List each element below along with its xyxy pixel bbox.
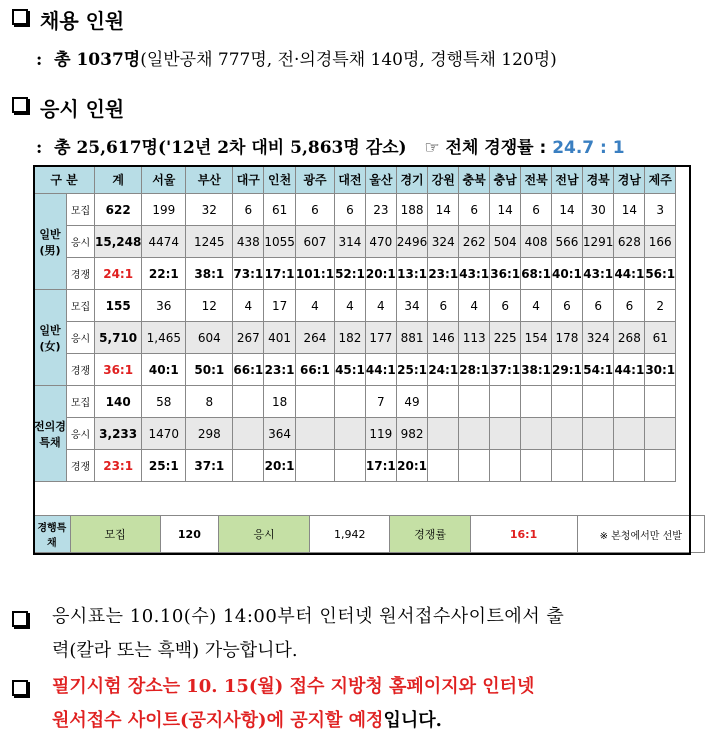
value-cell [335,418,366,450]
value-cell: 14 [428,194,459,226]
row-label: 경쟁 [67,450,95,482]
value-cell: 408 [521,226,552,258]
bottom-label-recruit: 모집 [70,516,160,553]
value-cell: 58 [142,386,186,418]
value-cell: 38:1 [521,354,552,386]
value-cell: 14 [490,194,521,226]
value-cell: 3 [645,194,676,226]
row-label: 응시 [67,322,95,354]
value-cell: 25:1 [396,354,428,386]
value-cell: 2496 [396,226,428,258]
value-cell: 4 [521,290,552,322]
table-row [34,354,676,386]
header-cell: 충북 [459,166,490,194]
total-cell: 140 [95,386,142,418]
value-cell: 61 [645,322,676,354]
header-cell: 울산 [365,166,396,194]
value-cell: 37:1 [186,450,233,482]
value-cell: 324 [428,226,459,258]
value-cell [614,386,645,418]
value-cell: 12 [186,290,233,322]
value-cell: 13:1 [396,258,428,290]
value-cell: 2 [645,290,676,322]
value-cell: 61 [264,194,296,226]
value-cell [428,386,459,418]
value-cell: 607 [295,226,334,258]
value-cell: 8 [186,386,233,418]
value-cell: 18 [264,386,296,418]
value-cell: 32 [186,194,233,226]
value-cell: 28:1 [459,354,490,386]
value-cell: 44:1 [365,354,396,386]
value-cell: 119 [365,418,396,450]
value-cell: 1470 [142,418,186,450]
value-cell: 29:1 [552,354,583,386]
value-cell [233,386,264,418]
table-row [34,322,676,354]
value-cell: 22:1 [142,258,186,290]
value-cell: 199 [142,194,186,226]
value-cell: 73:1 [233,258,264,290]
value-cell [459,418,490,450]
total-cell: 155 [95,290,142,322]
value-cell: 470 [365,226,396,258]
total-cell: 23:1 [95,450,142,482]
value-cell: 166 [645,226,676,258]
value-cell [233,418,264,450]
value-cell [335,450,366,482]
total-cell: 36:1 [95,354,142,386]
value-cell: 14 [552,194,583,226]
value-cell: 6 [490,290,521,322]
header-cell: 충남 [490,166,521,194]
header-cell: 강원 [428,166,459,194]
table-row [34,226,676,258]
value-cell: 30:1 [645,354,676,386]
value-cell: 4 [365,290,396,322]
value-cell: 628 [614,226,645,258]
applicants-summary: : 총 25,617명('12년 2차 대비 5,863명 감소) ☞ 전체 경쟁률 : 24.7 : 1 [36,138,625,158]
value-cell: 23:1 [264,354,296,386]
value-cell [459,386,490,418]
value-cell: 324 [582,322,614,354]
value-cell: 188 [396,194,428,226]
header-cell: 인천 [264,166,296,194]
value-cell: 604 [186,322,233,354]
total-cell: 5,710 [95,322,142,354]
bottom-label-ratio: 경쟁률 [390,516,470,553]
value-cell: 17 [264,290,296,322]
value-cell: 4 [233,290,264,322]
value-cell: 154 [521,322,552,354]
value-cell: 52:1 [335,258,366,290]
row-label: 경쟁 [67,354,95,386]
value-cell: 401 [264,322,296,354]
value-cell: 14 [614,194,645,226]
value-cell: 23:1 [428,258,459,290]
group-label: 일반(男) [34,194,67,290]
value-cell: 113 [459,322,490,354]
table-header [34,166,676,194]
special-recruit-row [33,515,705,553]
value-cell: 43:1 [459,258,490,290]
value-cell: 37:1 [490,354,521,386]
checkbox-icon [12,611,28,627]
value-cell [459,450,490,482]
value-cell [490,450,521,482]
group-label: 전의경특채 [34,386,67,482]
value-cell: 262 [459,226,490,258]
value-cell: 881 [396,322,428,354]
header-cell: 부산 [186,166,233,194]
value-cell: 6 [335,194,366,226]
value-cell: 49 [396,386,428,418]
checkbox-icon [12,97,28,113]
value-cell [582,386,614,418]
row-label: 응시 [67,418,95,450]
bottom-label-applicants: 응시 [219,516,310,553]
notice-exam-location: 필기시험 장소는 10. 15(월) 접수 지방청 홈페이지와 인터넷 원서접수 사이트(공지사항)에 공지할 예정입니다. [52,676,535,731]
value-cell: 25:1 [142,450,186,482]
value-cell: 7 [365,386,396,418]
value-cell: 45:1 [335,354,366,386]
value-cell: 36 [142,290,186,322]
value-cell: 4 [295,290,334,322]
table-row [34,450,676,482]
value-cell [552,386,583,418]
total-cell: 622 [95,194,142,226]
row-label: 경쟁 [67,258,95,290]
table-row [34,386,676,418]
value-cell [645,418,676,450]
value-cell: 504 [490,226,521,258]
value-cell: 177 [365,322,396,354]
value-cell: 56:1 [645,258,676,290]
value-cell: 20:1 [396,450,428,482]
header-cell: 전남 [552,166,583,194]
value-cell: 1245 [186,226,233,258]
table-row [34,258,676,290]
value-cell [295,386,334,418]
header-cell: 경기 [396,166,428,194]
header-cell: 전북 [521,166,552,194]
value-cell: 982 [396,418,428,450]
value-cell: 17:1 [365,450,396,482]
value-cell [521,450,552,482]
value-cell: 40:1 [142,354,186,386]
value-cell: 66:1 [233,354,264,386]
group-label: 일반(女) [34,290,67,386]
value-cell: 146 [428,322,459,354]
value-cell: 264 [295,322,334,354]
value-cell: 6 [582,290,614,322]
value-cell: 66:1 [295,354,334,386]
value-cell: 20:1 [365,258,396,290]
value-cell: 34 [396,290,428,322]
value-cell [552,450,583,482]
value-cell: 298 [186,418,233,450]
header-cell: 대전 [335,166,366,194]
value-cell: 24:1 [428,354,459,386]
applicants-table [33,165,676,482]
special-recruit-label: 경행특채 [34,516,71,553]
value-cell: 6 [295,194,334,226]
value-cell: 40:1 [552,258,583,290]
value-cell: 4474 [142,226,186,258]
value-cell [582,450,614,482]
value-cell: 6 [614,290,645,322]
value-cell: 314 [335,226,366,258]
row-label: 모집 [67,194,95,226]
value-cell: 438 [233,226,264,258]
value-cell: 50:1 [186,354,233,386]
value-cell: 268 [614,322,645,354]
value-cell: 267 [233,322,264,354]
value-cell: 1291 [582,226,614,258]
header-cell: 구 분 [34,166,95,194]
notice-ticket: 응시표는 10.10(수) 14:00부터 인터넷 원서접수사이트에서 출 력(칼라 또는 흑백) 가능합니다. [52,606,565,661]
value-cell [614,450,645,482]
header-cell: 경북 [582,166,614,194]
table-row [34,418,676,450]
value-cell [428,450,459,482]
value-cell: 30 [582,194,614,226]
recruitment-summary: : 총 1037명(일반공채 777명, 전·의경특채 140명, 경행특채 120명) [36,50,557,70]
bottom-note: ※ 본청에서만 선발 [577,516,704,553]
value-cell: 54:1 [582,354,614,386]
value-cell: 44:1 [614,354,645,386]
bottom-value-recruit: 120 [160,516,219,553]
value-cell [295,418,334,450]
value-cell: 566 [552,226,583,258]
value-cell: 101:1 [295,258,334,290]
value-cell: 178 [552,322,583,354]
value-cell: 17:1 [264,258,296,290]
value-cell: 43:1 [582,258,614,290]
value-cell [552,418,583,450]
total-cell: 3,233 [95,418,142,450]
checkbox-icon [12,680,28,696]
value-cell [233,450,264,482]
value-cell: 36:1 [490,258,521,290]
value-cell [645,450,676,482]
bottom-value-applicants: 1,942 [310,516,390,553]
value-cell: 44:1 [614,258,645,290]
total-cell: 15,248 [95,226,142,258]
value-cell [490,418,521,450]
value-cell [295,450,334,482]
total-cell: 24:1 [95,258,142,290]
value-cell: 6 [459,194,490,226]
value-cell [582,418,614,450]
value-cell: 4 [459,290,490,322]
value-cell: 6 [428,290,459,322]
value-cell: 38:1 [186,258,233,290]
value-cell: 1055 [264,226,296,258]
value-cell: 182 [335,322,366,354]
value-cell [614,418,645,450]
value-cell: 1,465 [142,322,186,354]
value-cell: 68:1 [521,258,552,290]
header-cell: 대구 [233,166,264,194]
value-cell: 225 [490,322,521,354]
section-title-recruitment: 채용 인원 [40,9,125,33]
value-cell [335,386,366,418]
value-cell [521,418,552,450]
header-cell: 계 [95,166,142,194]
section-title-applicants: 응시 인원 [40,97,125,121]
checkbox-icon [12,9,28,25]
value-cell [490,386,521,418]
value-cell: 20:1 [264,450,296,482]
value-cell [428,418,459,450]
row-label: 모집 [67,386,95,418]
value-cell: 6 [552,290,583,322]
header-cell: 서울 [142,166,186,194]
header-cell: 제주 [645,166,676,194]
value-cell: 6 [521,194,552,226]
value-cell [521,386,552,418]
row-label: 응시 [67,226,95,258]
value-cell: 23 [365,194,396,226]
bottom-value-ratio: 16:1 [470,516,577,553]
row-label: 모집 [67,290,95,322]
value-cell [645,386,676,418]
value-cell: 6 [233,194,264,226]
table-row [34,194,676,226]
header-cell: 광주 [295,166,334,194]
header-cell: 경남 [614,166,645,194]
table-row [34,290,676,322]
value-cell: 4 [335,290,366,322]
value-cell: 364 [264,418,296,450]
